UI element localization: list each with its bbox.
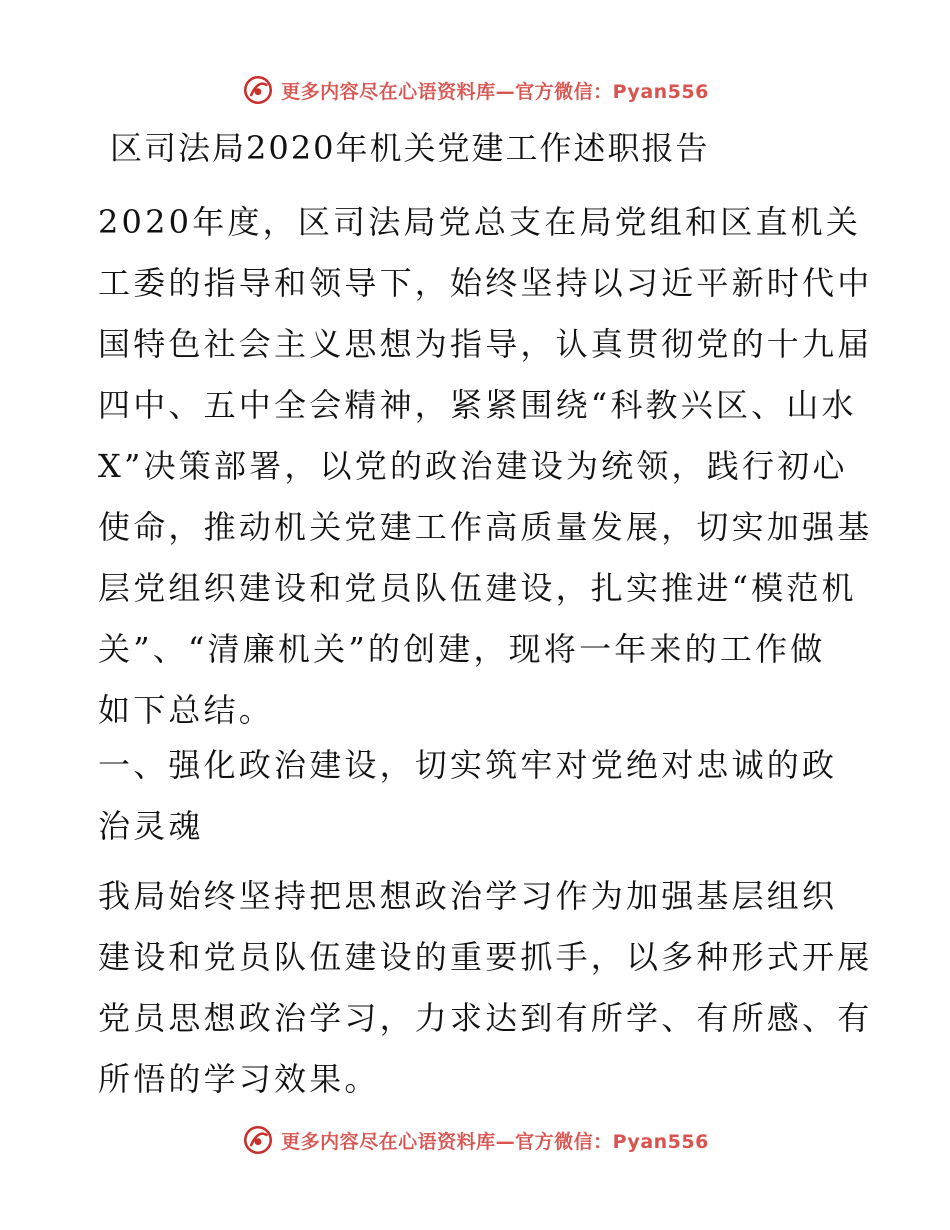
paragraph-line: 所悟的学习效果。 <box>98 1060 380 1098</box>
paragraph-section-1 <box>98 866 873 1110</box>
watermark-logo-icon <box>241 1123 275 1157</box>
heading-line: 一、强化政治建设，切实筑牢对党绝对忠诚的政 <box>98 746 838 784</box>
paragraph-line: 如下总结。 <box>98 691 275 729</box>
watermark-banner-top <box>0 70 950 110</box>
watermark-banner-bottom <box>0 1120 950 1160</box>
paragraph-intro <box>98 192 873 741</box>
paragraph-line: X”决策部署，以党的政治建设为统领，践行初心 <box>98 447 848 485</box>
paragraph-line: 2020年度，区司法局党总支在局党组和区直机关 <box>98 203 862 241</box>
paragraph-line: 层党组织建设和党员队伍建设，扎实推进“模范机 <box>98 569 857 607</box>
watermark-logo-icon <box>241 73 275 107</box>
paragraph-line: 关”、“清廉机关”的创建，现将一年来的工作做 <box>98 630 826 668</box>
heading-line: 治灵魂 <box>98 807 204 845</box>
watermark-text: 更多内容尽在心语资料库—官方微信：Pyan556 <box>281 80 709 103</box>
section-heading-1 <box>98 735 858 857</box>
watermark-text: 更多内容尽在心语资料库—官方微信：Pyan556 <box>281 1130 709 1153</box>
paragraph-line: 党员思想政治学习，力求达到有所学、有所感、有 <box>98 999 873 1037</box>
document-title: 区司法局2020年机关党建工作述职报告 <box>110 129 710 167</box>
paragraph-line: 建设和党员队伍建设的重要抓手，以多种形式开展 <box>98 938 873 976</box>
paragraph-line: 四中、五中全会精神，紧紧围绕“科教兴区、山水 <box>98 386 857 424</box>
paragraph-line: 国特色社会主义思想为指导，认真贯彻党的十九届 <box>98 325 873 363</box>
paragraph-line: 我局始终坚持把思想政治学习作为加强基层组织 <box>98 877 838 915</box>
paragraph-line: 工委的指导和领导下，始终坚持以习近平新时代中 <box>98 264 873 302</box>
paragraph-line: 使命，推动机关党建工作高质量发展，切实加强基 <box>98 508 873 546</box>
